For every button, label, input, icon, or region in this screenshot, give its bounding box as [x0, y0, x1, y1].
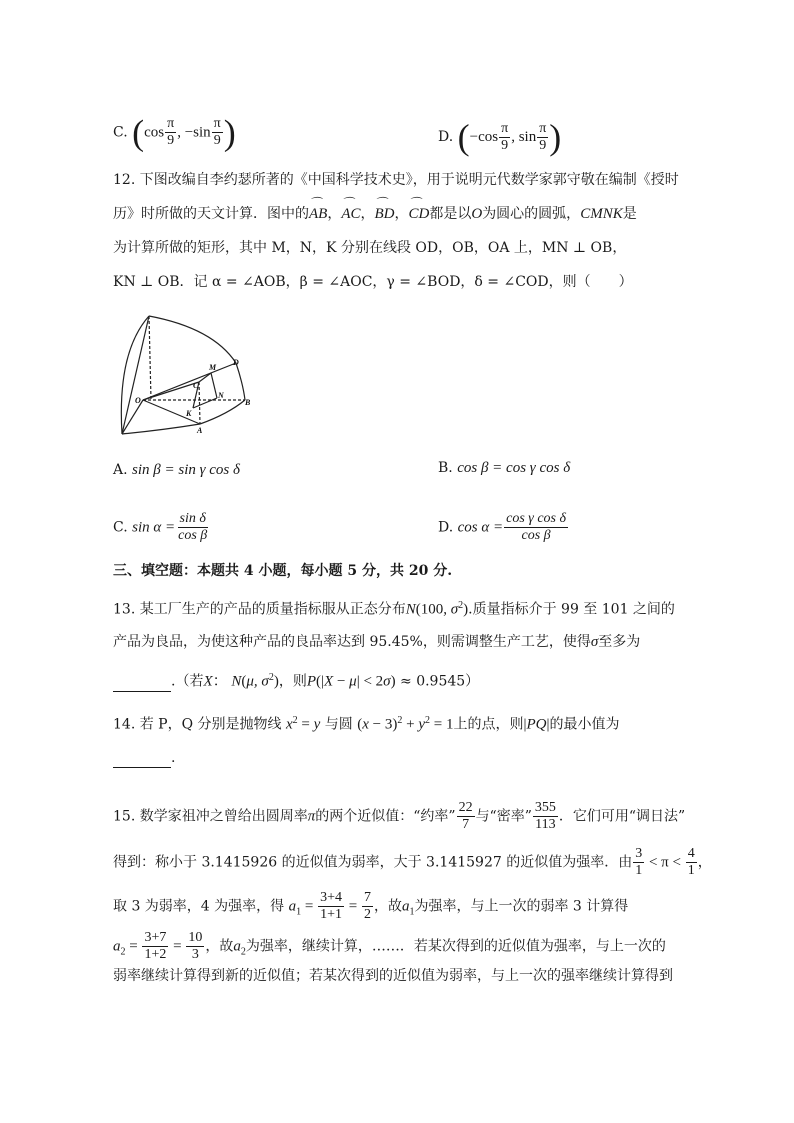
arc-top-right: [149, 316, 236, 363]
label-b: B: [245, 398, 251, 407]
q15-line-2: 得到：称小于 3.1415926 的近似值为弱率，大于 3.1415927 的近似值为强率．由 $\frac{3}{1}$ < π < $\frac{4}{1}$ ，: [113, 846, 712, 878]
label-a: A: [197, 426, 203, 435]
label-o: O: [135, 396, 141, 405]
arc-right: [236, 363, 245, 400]
label-m: M: [209, 363, 217, 372]
q12-option-c[interactable]: C. sin α = $\frac{\text{sin δ}}{\text{cos β}}$: [113, 511, 208, 543]
q14-answer-blank[interactable]: [113, 753, 171, 768]
q12-line-2: 历》时所做的天文计算．图中的⌒ AB，⌒ AC，⌒ BD，⌒ CD都是以O为圆心的圆弧，CMNK是: [113, 204, 637, 224]
q12-line-4: KN ⊥ OB．记 α = ∠AOB，β = ∠AOC，γ = ∠BOD，δ = ∠COD，则（ ）: [113, 274, 633, 290]
label-d: D: [233, 358, 239, 367]
label-n: N: [218, 391, 224, 400]
q13-line-2: 产品为良品，为使这种产品的良品率达到 95.45%，则需调整生产工艺，使得σ至多为: [113, 634, 641, 650]
q12-option-d[interactable]: D. cos α = $\frac{\text{cos γ cos δ}}{\text{cos β}}$: [438, 511, 566, 543]
q13-line-1: 13. 某工厂生产的产品的质量指标服从正态分布N(100, $\sigma^2$).质量指标介于 99 至 101 之间的: [113, 600, 675, 618]
q11-option-d[interactable]: D. (−cos $\frac{\pi}{9}$ , sin $\frac{\pi}{9}$ ): [438, 117, 562, 157]
q15-line-3: 取 3 为弱率，4 为强率，得 $a_1$ = $\frac{3+4}{1+1}$ = $\frac{7}{2}$ ，故$a_1$为强率，与上一次的弱率 3 计算得: [113, 890, 629, 922]
q14-line-2: .: [113, 748, 175, 768]
label-k: K: [186, 409, 192, 418]
q12-option-a[interactable]: A. sin β = sin γ cos δ: [113, 462, 240, 478]
q15-line-1: 15. 数学家祖冲之曾给出圆周率π的两个近似值：“约率” $\frac{22}{7}$ 与“密率” $\frac{355}{113}$ ．它们可用“调日法”: [113, 800, 686, 832]
q12-line-3: 为计算所做的矩形，其中 M，N，K 分别在线段 OD，OB，OA 上，MN ⊥ OB，: [113, 240, 627, 256]
label-c: C: [193, 381, 199, 390]
arc-bottom: [122, 424, 200, 434]
q13-line-3: .（若X： N(μ, $\sigma^2$)，则P(|X − μ| < 2σ) ≈ 0.9545）: [113, 668, 479, 692]
q14-line-1: 14. 若 P，Q 分别是抛物线 $x^2 = y$ 与圆 $(x - 3)^2 + y^2 = 1$上的点，则|PQ|的最小值为: [113, 715, 620, 733]
q13-answer-blank[interactable]: [113, 677, 171, 692]
q15-line-4: $a_2$ = $\frac{3+7}{1+2}$ = $\frac{10}{3}$ ，故$a_2$为强率，继续计算，……．若某次得到的近似值为强率，与上一次的: [113, 930, 666, 962]
q15-line-5: 弱率继续计算得到新的近似值；若某次得到的近似值为弱率，与上一次的强率继续计算得到: [113, 968, 673, 984]
section-3-heading: 三、填空题：本题共 4 小题，每小题 5 分，共 20 分.: [113, 563, 453, 579]
q12-line-1: 12. 下图改编自李约瑟所著的《中国科学技术史》，用于说明元代数学家郭守敬在编制《授时: [113, 172, 679, 188]
geometry-figure: [113, 312, 253, 438]
q11-option-c[interactable]: C. (cos $\frac{\pi}{9}$ , −sin $\frac{\pi}{9}$ ): [113, 112, 236, 153]
arc-bottom-right: [200, 400, 245, 424]
q12-option-b[interactable]: B. cos β = cos γ cos δ: [438, 460, 571, 476]
